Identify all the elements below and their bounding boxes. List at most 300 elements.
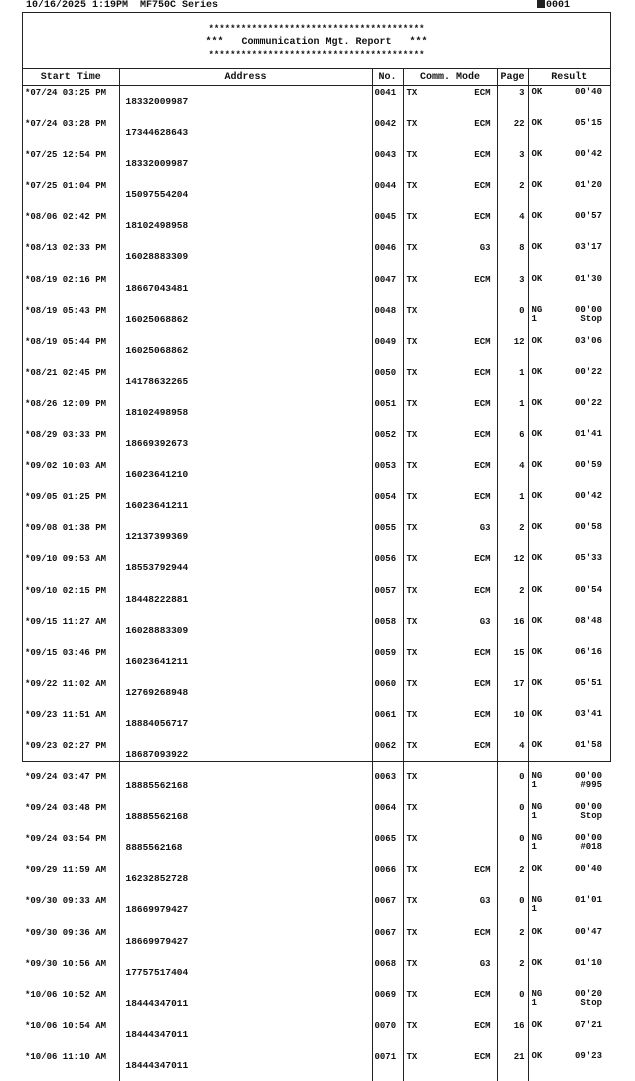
result-note: #018 [580,842,602,853]
cell-address: 16028883309 [119,615,372,646]
comm-direction: TX [406,398,418,409]
comm-direction: TX [406,523,418,534]
cell-result [528,86,610,118]
cell-result [528,1019,610,1050]
cell-start-time: *09/30 10:56 AM [23,957,119,988]
comm-mode-type: ECM [474,1051,491,1062]
result-status: OK [531,1019,543,1030]
cell-result [528,366,610,397]
cell-address: 18332009987 [119,86,372,118]
cell-start-time: *09/29 11:59 AM [23,863,119,894]
result-status: OK [531,864,543,875]
comm-direction: TX [406,616,418,627]
cell-no: 0041 [372,86,403,118]
cell-result [528,210,610,241]
table-row [23,832,610,863]
result-duration: 08'48 [574,615,602,626]
cell-no: 0053 [372,459,403,490]
cell-address: 16023641211 [119,490,372,521]
result-status: OK [531,211,543,222]
comm-mode-type: ECM [474,181,491,192]
cell-result [528,179,610,210]
result-status: OK [531,522,543,533]
stars-line-top: **************************************** [208,24,425,34]
table-row [23,646,610,677]
cell-result [528,304,610,335]
table-row [23,366,610,397]
result-status-code: 1 [531,904,537,915]
table-row [23,273,610,304]
cell-comm-mode [403,584,497,615]
cell-no: 0048 [372,304,403,335]
result-duration: 00'57 [574,211,602,222]
cell-result [528,894,610,925]
cell-no: 0052 [372,428,403,459]
cell-result [528,273,610,304]
cell-comm-mode [403,273,497,304]
comm-direction: TX [406,1020,418,1031]
cell-page: 15 [497,646,528,677]
comm-mode-type: G3 [479,616,491,627]
cell-address: 16232852728 [119,863,372,894]
comm-mode-type: G3 [479,243,491,254]
table-row [23,1019,610,1050]
cell-result [528,584,610,615]
cell-start-time: *10/06 10:54 AM [23,1019,119,1050]
table-row [23,117,610,148]
table-row [23,988,610,1019]
table-row [23,521,610,552]
cell-no: 0065 [372,832,403,863]
cell-page: 17 [497,677,528,708]
cell-no: 0051 [372,397,403,428]
comm-direction: TX [406,430,418,441]
cell-comm-mode [403,241,497,272]
result-status-code: 1 [531,780,537,791]
result-status: OK [531,491,543,502]
col-page: Page [497,69,528,86]
cell-page: 16 [497,1019,528,1050]
cell-address: 18102498958 [119,210,372,241]
result-duration: 00'20 [574,988,602,999]
cell-start-time: *09/10 02:15 PM [23,584,119,615]
cell-page: 2 [497,957,528,988]
result-status: OK [531,335,543,346]
cell-address: 12769268948 [119,677,372,708]
result-status: OK [531,646,543,657]
comm-mode-type: ECM [474,927,491,938]
cell-start-time: *09/23 11:51 AM [23,708,119,739]
cell-no: 0067 [372,894,403,925]
result-status: OK [531,180,543,191]
cell-result [528,148,610,179]
result-status: OK [531,149,543,160]
result-status: NG [531,988,543,999]
page-counter [537,0,570,11]
cell-start-time: *08/19 02:16 PM [23,273,119,304]
comm-direction: TX [406,647,418,658]
result-duration: 06'16 [574,646,602,657]
cell-result [528,677,610,708]
cell-start-time: *09/24 03:54 PM [23,832,119,863]
result-status: OK [531,739,543,750]
cell-no: 0061 [372,708,403,739]
comm-mode-type: G3 [479,523,491,534]
cell-start-time: *09/15 03:46 PM [23,646,119,677]
comm-direction: TX [406,212,418,223]
cell-result [528,863,610,894]
comm-direction: TX [406,772,418,783]
cell-no: 0046 [372,241,403,272]
cell-start-time: *08/19 05:43 PM [23,304,119,335]
result-status: OK [531,615,543,626]
cell-page: 1 [497,366,528,397]
cell-address: 18669979427 [119,926,372,957]
cell-comm-mode [403,863,497,894]
cell-comm-mode [403,926,497,957]
result-status-code: 1 [531,811,537,822]
result-status: NG [531,771,543,782]
cell-page: 3 [497,148,528,179]
cell-start-time: *09/30 09:33 AM [23,894,119,925]
comm-direction: TX [406,181,418,192]
table-row [23,957,610,988]
cell-comm-mode [403,801,497,832]
cell-start-time: *08/06 02:42 PM [23,210,119,241]
cell-page: 12 [497,552,528,583]
comm-direction: TX [406,585,418,596]
cell-start-time: *09/23 02:27 PM [23,739,119,770]
result-duration: 03'41 [574,708,602,719]
cell-no: 0067 [372,926,403,957]
cell-comm-mode [403,366,497,397]
table-row [23,584,610,615]
result-duration: 01'30 [574,273,602,284]
cell-no: 0064 [372,801,403,832]
result-status: OK [531,273,543,284]
table-header-row [23,69,610,86]
result-duration: 00'58 [574,522,602,533]
report-title-block [23,23,610,62]
result-status: OK [531,460,543,471]
comm-direction: TX [406,243,418,254]
cell-comm-mode [403,1019,497,1050]
cell-comm-mode [403,708,497,739]
table-row [23,801,610,832]
cell-result [528,521,610,552]
cell-result [528,615,610,646]
table-row [23,926,610,957]
cell-address: 18669392673 [119,428,372,459]
cell-result [528,770,610,801]
result-note: Stop [580,811,602,822]
result-duration: 07'21 [574,1019,602,1030]
cell-address: 18444347011 [119,1050,372,1081]
comm-mode-type: ECM [474,88,491,98]
cell-address: 17757517404 [119,957,372,988]
cell-start-time: *07/24 03:28 PM [23,117,119,148]
cell-start-time: *09/24 03:47 PM [23,770,119,801]
col-address: Address [119,69,372,86]
cell-no: 0047 [372,273,403,304]
comm-direction: TX [406,678,418,689]
cell-comm-mode [403,459,497,490]
cell-no: 0055 [372,521,403,552]
table-row [23,1050,610,1081]
comm-direction: TX [406,336,418,347]
cell-comm-mode [403,304,497,335]
comm-direction: TX [406,461,418,472]
result-status: OK [531,366,543,377]
cell-no: 0068 [372,957,403,988]
result-status: OK [531,87,543,97]
comm-mode-type: ECM [474,398,491,409]
cell-address: 12137399369 [119,521,372,552]
table-row [23,863,610,894]
cell-address: 17344628643 [119,117,372,148]
cell-comm-mode [403,739,497,770]
comm-mode-type: ECM [474,150,491,161]
cell-result [528,801,610,832]
comm-direction: TX [406,896,418,907]
cell-page: 2 [497,863,528,894]
cell-page: 4 [497,459,528,490]
result-duration: 00'22 [574,397,602,408]
comm-mode-type: ECM [474,492,491,503]
cell-result [528,490,610,521]
col-comm-mode: Comm. Mode [403,69,497,86]
comm-direction: TX [406,305,418,316]
cell-page: 0 [497,832,528,863]
comm-direction: TX [406,274,418,285]
table-row [23,241,610,272]
table-row [23,894,610,925]
result-status: OK [531,708,543,719]
result-status: OK [531,926,543,937]
comm-mode-type: ECM [474,678,491,689]
print-datetime: 10/16/2025 1:19PM [26,0,129,11]
cell-no: 0066 [372,863,403,894]
cell-start-time: *09/05 01:25 PM [23,490,119,521]
cell-comm-mode [403,179,497,210]
cell-page: 1 [497,397,528,428]
result-status-code: 1 [531,842,537,853]
cell-page: 22 [497,117,528,148]
cell-page: 2 [497,521,528,552]
cell-comm-mode [403,615,497,646]
cell-comm-mode [403,552,497,583]
cell-start-time: *07/25 12:54 PM [23,148,119,179]
cell-address: 8885562168 [119,832,372,863]
cell-no: 0049 [372,335,403,366]
cell-page: 8 [497,241,528,272]
cell-address: 14178632265 [119,366,372,397]
cell-page: 10 [497,708,528,739]
result-duration: 00'00 [574,771,602,782]
cell-page: 3 [497,86,528,118]
cell-no: 0044 [372,179,403,210]
cell-address: 16025068862 [119,304,372,335]
cell-result [528,117,610,148]
result-duration: 01'20 [574,180,602,191]
result-duration: 00'00 [574,802,602,813]
cell-result [528,397,610,428]
cell-no: 0060 [372,677,403,708]
result-status: OK [531,429,543,440]
result-duration: 00'00 [574,833,602,844]
comm-direction: TX [406,740,418,751]
cell-page: 21 [497,1050,528,1081]
cell-start-time: *09/15 11:27 AM [23,615,119,646]
title-suffix: *** [409,37,428,48]
cell-page: 1 [497,490,528,521]
table-row [23,708,610,739]
cell-comm-mode [403,832,497,863]
table-row [23,490,610,521]
cell-address: 18667043481 [119,273,372,304]
cell-page: 4 [497,739,528,770]
cell-page: 0 [497,801,528,832]
comm-mode-type: ECM [474,709,491,720]
comm-mode-type: ECM [474,1020,491,1031]
cell-page: 0 [497,304,528,335]
comm-mode-type: ECM [474,740,491,751]
cell-comm-mode [403,490,497,521]
comm-direction: TX [406,88,418,98]
result-duration: 00'40 [574,87,602,97]
comm-mode-type: ECM [474,989,491,1000]
cell-start-time: *08/26 12:09 PM [23,397,119,428]
result-duration: 01'01 [574,895,602,906]
cell-result [528,832,610,863]
cell-start-time: *09/10 09:53 AM [23,552,119,583]
cell-page: 0 [497,988,528,1019]
report-frame [22,12,611,1071]
cell-no: 0056 [372,552,403,583]
cell-no: 0063 [372,770,403,801]
cell-result [528,1050,610,1081]
comm-mode-type: ECM [474,554,491,565]
cell-no: 0069 [372,988,403,1019]
result-status-code: 1 [531,313,537,324]
cell-start-time: *08/13 02:33 PM [23,241,119,272]
comm-direction: TX [406,709,418,720]
result-duration: 09'23 [574,1050,602,1061]
cell-address: 18102498958 [119,397,372,428]
cell-result [528,988,610,1019]
cell-result [528,335,610,366]
result-duration: 00'00 [574,304,602,315]
cell-comm-mode [403,148,497,179]
result-duration: 00'40 [574,864,602,875]
cell-comm-mode [403,988,497,1019]
cell-start-time: *08/29 03:33 PM [23,428,119,459]
result-duration: 05'33 [574,553,602,564]
table-row [23,210,610,241]
cell-no: 0071 [372,1050,403,1081]
cell-no: 0043 [372,148,403,179]
cell-no: 0054 [372,490,403,521]
cell-result [528,646,610,677]
cell-comm-mode [403,521,497,552]
title-prefix: *** [205,37,224,48]
comm-mode-type: ECM [474,367,491,378]
table-row [23,397,610,428]
cell-comm-mode [403,894,497,925]
device-name: MF750C Series [140,0,219,11]
comm-mode-type: ECM [474,865,491,876]
cell-result [528,552,610,583]
result-note: Stop [580,997,602,1008]
stars-line-bottom: **************************************** [208,50,425,60]
comm-direction: TX [406,150,418,161]
table-row [23,615,610,646]
cell-start-time: *09/24 03:48 PM [23,801,119,832]
report-title: Communication Mgt. Report [241,37,392,48]
comm-direction: TX [406,1051,418,1062]
comm-mode-type: G3 [479,958,491,969]
result-duration: 01'58 [574,739,602,750]
cell-start-time: *09/22 11:02 AM [23,677,119,708]
cell-start-time: *09/08 01:38 PM [23,521,119,552]
cell-page: 6 [497,428,528,459]
comm-direction: TX [406,958,418,969]
cell-address: 16023641211 [119,646,372,677]
cell-comm-mode [403,770,497,801]
cell-address: 18687093922 [119,739,372,770]
cell-comm-mode [403,1050,497,1081]
cell-start-time: *09/02 10:03 AM [23,459,119,490]
result-duration: 01'41 [574,429,602,440]
cell-start-time: *07/24 03:25 PM [23,86,119,118]
table-row [23,459,610,490]
result-duration: 03'06 [574,335,602,346]
table-row [23,739,610,770]
comm-direction: TX [406,119,418,130]
table-row [23,86,610,118]
cell-address: 16023641210 [119,459,372,490]
result-status: OK [531,553,543,564]
col-no: No. [372,69,403,86]
communication-table [23,69,610,1081]
cell-comm-mode [403,335,497,366]
cell-start-time: *08/19 05:44 PM [23,335,119,366]
col-result: Result [528,69,610,86]
result-duration: 00'42 [574,491,602,502]
result-note: Stop [580,313,602,324]
cell-address: 18332009987 [119,148,372,179]
cell-page: 3 [497,273,528,304]
cell-page: 2 [497,584,528,615]
result-status-code: 1 [531,997,537,1008]
cell-no: 0057 [372,584,403,615]
cell-no: 0059 [372,646,403,677]
comm-mode-type: ECM [474,585,491,596]
table-row [23,304,610,335]
document-icon [537,0,545,8]
result-duration: 05'51 [574,677,602,688]
cell-page: 12 [497,335,528,366]
table-row [23,335,610,366]
cell-result [528,241,610,272]
comm-mode-type: G3 [479,896,491,907]
comm-direction: TX [406,803,418,814]
cell-no: 0050 [372,366,403,397]
cell-comm-mode [403,428,497,459]
result-duration: 05'15 [574,118,602,129]
result-status: OK [531,584,543,595]
cell-page: 2 [497,926,528,957]
